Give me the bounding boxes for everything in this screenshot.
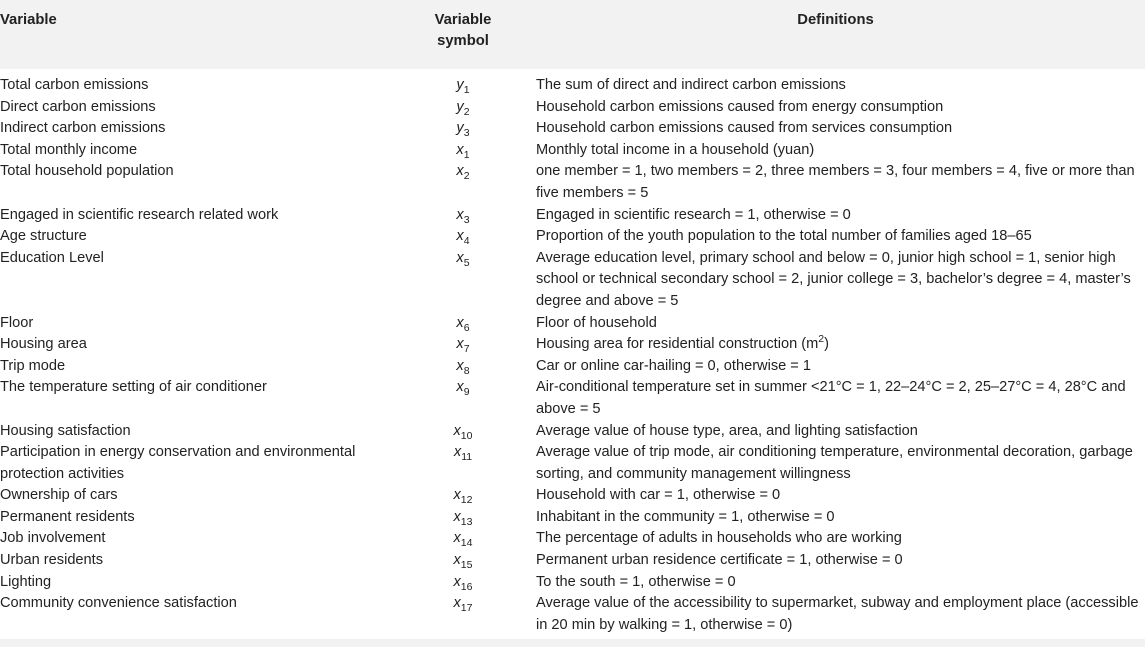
table-row bbox=[0, 248, 1145, 313]
definition-cell: Average education level, primary school and below = 0, junior high school = 1, senior high school or technical secondary school = 2, junior college = 3, bachelor’s degree = 4, master’s degree and above = 5 bbox=[536, 249, 1131, 309]
variable-cell: Urban residents bbox=[0, 552, 104, 569]
symbol-cell bbox=[400, 421, 526, 443]
symbol-subscript: 2 bbox=[463, 170, 470, 183]
symbol-subscript: 7 bbox=[463, 343, 470, 356]
symbol-subscript: 1 bbox=[463, 148, 470, 161]
table-row bbox=[0, 442, 1145, 485]
variable-cell: Engaged in scientific research related work bbox=[0, 206, 279, 223]
variable-cell: Indirect carbon emissions bbox=[0, 120, 166, 137]
table-row bbox=[0, 421, 1145, 443]
variable-cell: Total monthly income bbox=[0, 141, 138, 158]
definition-text: Housing area for residential construction (m bbox=[536, 336, 819, 353]
symbol-base: x bbox=[456, 228, 464, 245]
symbol-subscript: 12 bbox=[460, 494, 473, 507]
symbol-base: y bbox=[456, 120, 464, 137]
definition-cell bbox=[526, 334, 1145, 356]
variable-cell: Ownership of cars bbox=[0, 487, 118, 504]
variable-cell: Total household population bbox=[0, 163, 174, 180]
table-row bbox=[0, 356, 1145, 378]
symbol-cell bbox=[400, 356, 526, 378]
symbol-cell bbox=[400, 226, 526, 248]
symbol-base: x bbox=[453, 552, 461, 569]
table-row bbox=[0, 593, 1145, 636]
table-row bbox=[0, 507, 1145, 529]
definition-superscript: 2 bbox=[818, 333, 825, 346]
symbol-cell bbox=[400, 248, 526, 313]
definition-cell: Average value of house type, area, and lighting satisfaction bbox=[536, 422, 918, 439]
header-row bbox=[0, 0, 1145, 69]
symbol-cell bbox=[400, 334, 526, 356]
symbol-cell bbox=[400, 118, 526, 140]
table-bottom-rule bbox=[0, 639, 1145, 647]
symbol-subscript: 11 bbox=[461, 451, 473, 463]
table-row bbox=[0, 226, 1145, 248]
symbol-subscript: 13 bbox=[460, 515, 473, 528]
definition-cell: Inhabitant in the community = 1, otherwise = 0 bbox=[536, 508, 835, 525]
symbol-base: x bbox=[453, 422, 461, 439]
definition-cell: Monthly total income in a household (yuan) bbox=[536, 141, 815, 158]
symbol-subscript: 1 bbox=[463, 83, 470, 96]
table-row bbox=[0, 572, 1145, 594]
symbol-base: x bbox=[456, 141, 464, 158]
definition-cell: Engaged in scientific research = 1, otherwise = 0 bbox=[536, 206, 851, 223]
symbol-cell bbox=[400, 528, 526, 550]
variable-cell: Housing area bbox=[0, 336, 87, 353]
symbol-cell bbox=[400, 377, 526, 420]
variable-cell: Job involvement bbox=[0, 530, 106, 547]
symbol-cell bbox=[400, 161, 526, 204]
header-variable-symbol bbox=[400, 0, 526, 69]
symbol-base: x bbox=[453, 444, 462, 461]
symbol-subscript: 3 bbox=[463, 213, 470, 226]
variable-cell: Participation in energy conservation and environmental protection activities bbox=[0, 444, 356, 482]
table-row bbox=[0, 334, 1145, 356]
header-variable: Variable bbox=[0, 12, 57, 28]
variable-cell: Floor bbox=[0, 314, 34, 331]
symbol-subscript: 5 bbox=[463, 256, 470, 269]
definition-cell: Household carbon emissions caused from energy consumption bbox=[536, 98, 944, 115]
definition-cell: Air-conditional temperature set in summer <21°C = 1, 22–24°C = 2, 25–27°C = 4, 28°C and above = 5 bbox=[536, 379, 1126, 417]
definition-cell: Car or online car-hailing = 0, otherwise = 1 bbox=[536, 357, 811, 374]
symbol-cell bbox=[400, 485, 526, 507]
symbol-base: x bbox=[453, 508, 461, 525]
symbol-base: x bbox=[456, 379, 464, 396]
variable-cell: Education Level bbox=[0, 249, 104, 266]
variable-cell: Trip mode bbox=[0, 357, 66, 374]
variable-cell: Age structure bbox=[0, 228, 87, 245]
symbol-subscript: 6 bbox=[463, 321, 470, 334]
variable-cell: Community convenience satisfaction bbox=[0, 595, 237, 612]
variable-cell: Total carbon emissions bbox=[0, 77, 149, 93]
symbol-base: y bbox=[456, 77, 464, 93]
symbol-cell bbox=[400, 69, 526, 97]
header-symbol-line2: symbol bbox=[437, 33, 489, 49]
symbol-subscript: 8 bbox=[463, 364, 470, 377]
symbol-subscript: 16 bbox=[460, 580, 473, 593]
definition-text-end: ) bbox=[824, 336, 829, 353]
symbol-base: x bbox=[456, 163, 464, 180]
definition-cell: Permanent urban residence certificate = 1, otherwise = 0 bbox=[536, 552, 903, 569]
header-definitions: Definitions bbox=[797, 12, 874, 28]
definition-cell: The percentage of adults in households who are working bbox=[536, 530, 902, 547]
variable-cell: Permanent residents bbox=[0, 508, 135, 525]
symbol-base: x bbox=[456, 336, 464, 353]
symbol-subscript: 9 bbox=[463, 386, 470, 399]
symbol-cell bbox=[400, 140, 526, 162]
symbol-subscript: 14 bbox=[460, 537, 473, 550]
table-row bbox=[0, 69, 1145, 97]
symbol-subscript: 4 bbox=[463, 235, 470, 248]
variable-cell: Lighting bbox=[0, 573, 52, 590]
definition-cell: The sum of direct and indirect carbon emissions bbox=[536, 77, 846, 93]
symbol-subscript: 2 bbox=[463, 105, 470, 118]
symbol-cell bbox=[400, 593, 526, 636]
variable-cell: Direct carbon emissions bbox=[0, 98, 156, 115]
definition-cell: To the south = 1, otherwise = 0 bbox=[536, 573, 736, 590]
symbol-base: x bbox=[453, 530, 461, 547]
definition-cell: Proportion of the youth population to the total number of families aged 18–65 bbox=[536, 228, 1032, 245]
definition-cell: Average value of trip mode, air conditioning temperature, environmental decoration, garbage sorting, and community management willingness bbox=[536, 444, 1133, 482]
symbol-base: x bbox=[456, 314, 464, 331]
definition-cell: Average value of the accessibility to supermarket, subway and employment place (accessible in 20 min by walking = 1, otherwise = 0) bbox=[536, 595, 1139, 633]
table-body bbox=[0, 69, 1145, 636]
table-row bbox=[0, 97, 1145, 119]
symbol-subscript: 10 bbox=[460, 429, 473, 442]
symbol-base: x bbox=[453, 487, 461, 504]
table-row bbox=[0, 205, 1145, 227]
definition-cell: Household with car = 1, otherwise = 0 bbox=[536, 487, 781, 504]
definition-cell: Floor of household bbox=[536, 314, 657, 331]
symbol-base: x bbox=[453, 573, 461, 590]
table-row bbox=[0, 313, 1145, 335]
symbol-cell bbox=[400, 550, 526, 572]
table-row bbox=[0, 528, 1145, 550]
symbol-cell bbox=[400, 97, 526, 119]
table-row bbox=[0, 118, 1145, 140]
symbol-cell bbox=[400, 205, 526, 227]
symbol-base: x bbox=[456, 357, 464, 374]
symbol-subscript: 15 bbox=[460, 558, 473, 571]
symbol-base: x bbox=[453, 595, 461, 612]
symbol-cell bbox=[400, 442, 526, 485]
symbol-subscript: 3 bbox=[463, 127, 470, 140]
table-row bbox=[0, 377, 1145, 420]
variable-cell: The temperature setting of air conditioner bbox=[0, 379, 267, 396]
table-row bbox=[0, 550, 1145, 572]
symbol-base: y bbox=[456, 98, 464, 115]
symbol-subscript: 17 bbox=[460, 602, 473, 615]
table-row bbox=[0, 140, 1145, 162]
symbol-cell bbox=[400, 313, 526, 335]
symbol-base: x bbox=[456, 249, 464, 266]
symbol-base: x bbox=[456, 206, 464, 223]
symbol-cell bbox=[400, 507, 526, 529]
definition-cell: one member = 1, two members = 2, three members = 3, four members = 4, five or more than five members = 5 bbox=[536, 163, 1135, 201]
symbol-cell bbox=[400, 572, 526, 594]
table-row bbox=[0, 161, 1145, 204]
table-row bbox=[0, 485, 1145, 507]
definition-cell: Household carbon emissions caused from services consumption bbox=[536, 120, 953, 137]
header-symbol-line1: Variable bbox=[434, 12, 492, 28]
variable-cell: Housing satisfaction bbox=[0, 422, 131, 439]
